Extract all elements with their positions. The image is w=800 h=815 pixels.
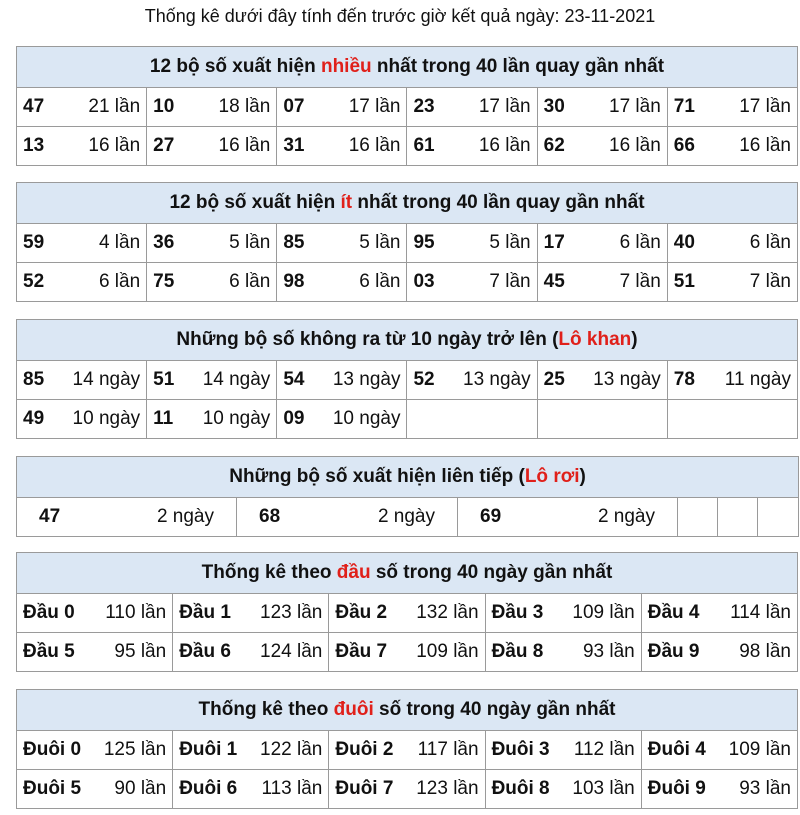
dau-title: Thống kê theo đầu số trong 40 ngày gần nhất [17,553,798,594]
least-frequent-title: 12 bộ số xuất hiện ít nhất trong 40 lần quay gần nhất [17,183,798,224]
stat-cell: Đầu 6 124 lần [173,633,329,672]
stat-cell: Đuôi 3 112 lần [485,731,641,770]
stat-cell: Đuôi 0 125 lần [17,731,173,770]
empty-cell [678,498,718,537]
table-row [17,361,798,400]
empty-cell [407,400,537,439]
stat-cell: 23 17 lần [407,88,537,127]
duoi-table [16,689,798,809]
table-row [17,594,798,633]
stat-cell: 47 2 ngày [17,498,237,537]
stat-cell: Đuôi 7 123 lần [329,770,485,809]
table-row [17,224,798,263]
table-row [17,770,798,809]
stat-cell: Đầu 1 123 lần [173,594,329,633]
stat-cell: 61 16 lần [407,127,537,166]
stat-cell: Đầu 3 109 lần [485,594,641,633]
table-row [17,88,798,127]
stat-cell: 95 5 lần [407,224,537,263]
table-row [17,731,798,770]
stat-cell: 13 16 lần [17,127,147,166]
stat-cell: Đuôi 5 90 lần [17,770,173,809]
stat-cell: Đầu 8 93 lần [485,633,641,672]
stat-cell: 45 7 lần [537,263,667,302]
stat-cell: 71 17 lần [667,88,797,127]
least-frequent-table [16,182,798,302]
stat-cell: Đuôi 9 93 lần [641,770,797,809]
stat-cell: 03 7 lần [407,263,537,302]
stat-cell: 68 2 ngày [237,498,458,537]
stat-cell: 25 13 ngày [537,361,667,400]
stat-cell: Đầu 7 109 lần [329,633,485,672]
empty-cell [537,400,667,439]
dau-section [16,552,798,672]
most-frequent-table [16,46,798,166]
table-row [17,127,798,166]
stat-cell: 59 4 lần [17,224,147,263]
stat-cell: 49 10 ngày [17,400,147,439]
stat-cell: 52 6 lần [17,263,147,302]
stat-cell: Đầu 2 132 lần [329,594,485,633]
stat-cell: 30 17 lần [537,88,667,127]
empty-cell [718,498,758,537]
lo-roi-table [16,456,799,537]
empty-cell [667,400,797,439]
stat-cell: 75 6 lần [147,263,277,302]
stat-cell: 10 18 lần [147,88,277,127]
stat-cell: 54 13 ngày [277,361,407,400]
stat-cell: Đuôi 1 122 lần [173,731,329,770]
stat-cell: 69 2 ngày [458,498,678,537]
stat-cell: 78 11 ngày [667,361,797,400]
stat-cell: Đuôi 8 103 lần [485,770,641,809]
stat-cell: 98 6 lần [277,263,407,302]
stat-cell: 51 14 ngày [147,361,277,400]
most-frequent-title: 12 bộ số xuất hiện nhiều nhất trong 40 lần quay gần nhất [17,47,798,88]
stat-cell: 27 16 lần [147,127,277,166]
stat-cell: Đầu 9 98 lần [641,633,797,672]
stat-cell: Đuôi 4 109 lần [641,731,797,770]
stat-cell: 09 10 ngày [277,400,407,439]
stat-cell: Đầu 4 114 lần [641,594,797,633]
stat-cell: Đuôi 2 117 lần [329,731,485,770]
stat-cell: 85 5 lần [277,224,407,263]
stat-cell: Đuôi 6 113 lần [173,770,329,809]
header-note: Thống kê dưới đây tính đến trước giờ kết quả ngày: 23-11-2021 [144,6,656,26]
least-frequent-section [16,182,798,302]
lo-khan-title: Những bộ số không ra từ 10 ngày trở lên (Lô khan) [17,320,798,361]
table-row [17,400,798,439]
most-frequent-section [16,46,798,166]
empty-cell [758,498,799,537]
lo-khan-section [16,319,798,439]
lo-roi-section [16,456,798,537]
duoi-section [16,689,798,809]
stat-cell: 85 14 ngày [17,361,147,400]
stat-cell: 11 10 ngày [147,400,277,439]
stat-cell: 62 16 lần [537,127,667,166]
stat-cell: 51 7 lần [667,263,797,302]
table-row [17,633,798,672]
table-row [17,263,798,302]
stat-cell: 52 13 ngày [407,361,537,400]
stat-cell: 40 6 lần [667,224,797,263]
dau-table [16,552,798,672]
stat-cell: 07 17 lần [277,88,407,127]
table-row [17,498,799,537]
stat-cell: Đầu 0 110 lần [17,594,173,633]
duoi-title: Thống kê theo đuôi số trong 40 ngày gần nhất [17,690,798,731]
stat-cell: 17 6 lần [537,224,667,263]
stat-cell: 31 16 lần [277,127,407,166]
stat-cell: Đầu 5 95 lần [17,633,173,672]
lo-roi-title: Những bộ số xuất hiện liên tiếp (Lô rơi) [17,457,799,498]
lo-khan-table [16,319,798,439]
stat-cell: 66 16 lần [667,127,797,166]
stat-cell: 36 5 lần [147,224,277,263]
stat-cell: 47 21 lần [17,88,147,127]
